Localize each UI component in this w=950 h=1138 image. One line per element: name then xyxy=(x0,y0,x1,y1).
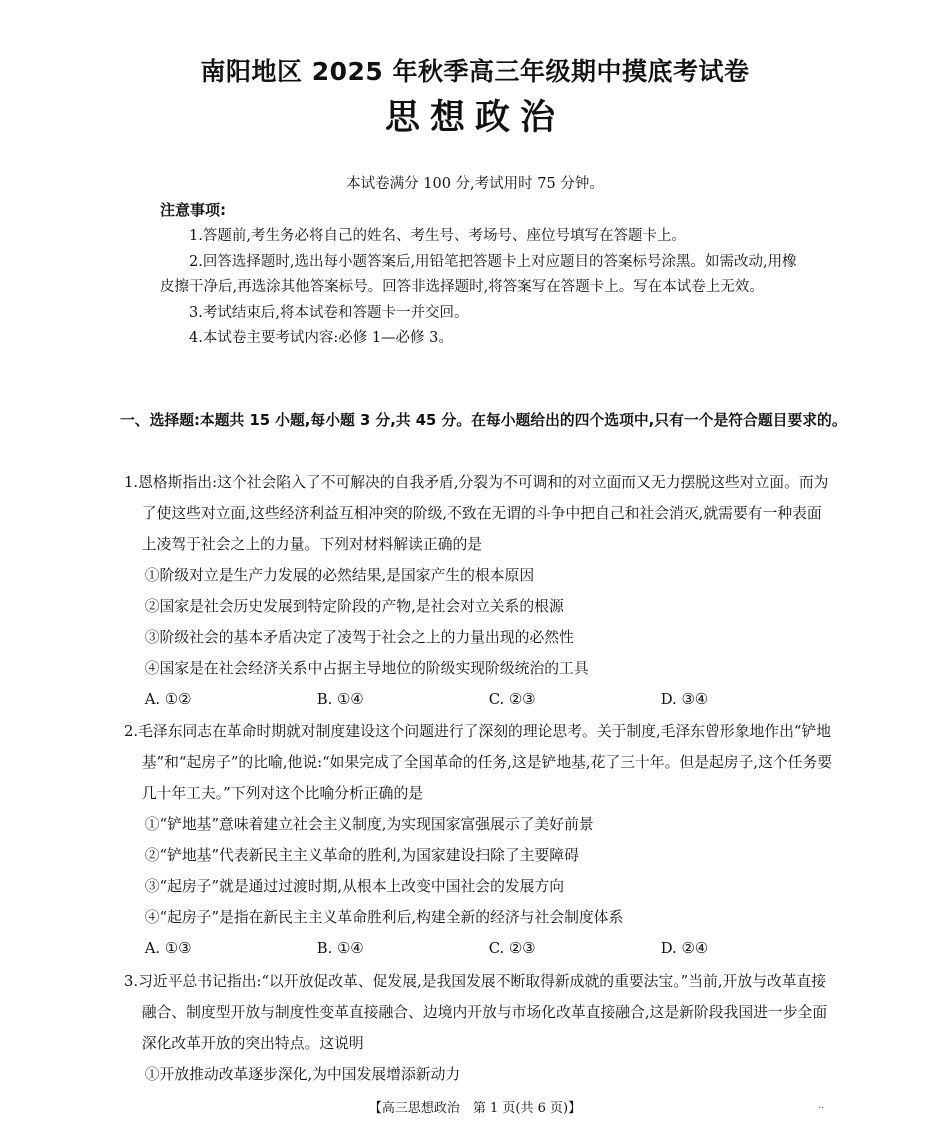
question-option: ①“铲地基”意味着建立社会主义制度,为实现国家富强展示了美好前景 xyxy=(144,816,594,833)
corner-mark: .. xyxy=(818,1100,825,1111)
question-option: ②国家是社会历史发展到特定阶段的产物,是社会对立关系的根源 xyxy=(144,598,564,615)
section-heading: 一、选择题:本题共 15 小题,每小题 3 分,共 45 分。在每小题给出的四个选项中,只有一个是符合题目要求的。 xyxy=(120,412,847,429)
note-item: 1.答题前,考生务必将自己的姓名、考生号、考场号、座位号填写在答题卡上。 xyxy=(189,228,686,244)
notes-heading: 注意事项: xyxy=(160,201,226,219)
page-footer: 【高三思想政治 第 1 页(共 6 页)】 xyxy=(368,1101,582,1116)
choice-d: D. ②④ xyxy=(660,940,708,957)
question-option: ③“起房子”就是通过过渡时期,从根本上改变中国社会的发展方向 xyxy=(144,878,565,895)
note-item: 2.回答选择题时,选出每小题答案后,用铅笔把答题卡上对应题目的答案标号涂黑。如需改动,用橡皮擦干净后,再选涂其他答案标号。回答非选择题时,将答案写在答题卡上。写在本试卷上无效。 xyxy=(160,253,797,295)
subject-title: 思想政治 xyxy=(384,98,565,138)
question-option: ①开放推动改革逐步深化,为中国发展增添新动力 xyxy=(144,1066,461,1083)
question-stem: 1.恩格斯指出:这个社会陷入了不可解决的自我矛盾,分裂为不可调和的对立面而又无力摆脱这些对立面。而为了使这些对立面,这些经济利益互相冲突的阶级,不致在无谓的斗争中把自己和社会消灭,就需要有一种表面上凌驾于社会之上的力量。下列对材料解读正确的是 xyxy=(124,474,829,553)
question-2 xyxy=(124,716,834,964)
note-item: 4.本试卷主要考试内容:必修 1—必修 3。 xyxy=(189,330,453,346)
score-info: 本试卷满分 100 分,考试用时 75 分钟。 xyxy=(346,176,604,192)
choice-a: A. ①② xyxy=(144,691,192,708)
question-1 xyxy=(124,467,834,715)
question-option: ④国家是在社会经济关系中占据主导地位的阶级实现阶级统治的工具 xyxy=(144,660,589,677)
question-stem: 2.毛泽东同志在革命时期就对制度建设这个问题进行了深刻的理论思考。关于制度,毛泽东曾形象地作出“铲地基”和“起房子”的比喻,他说:“如果完成了全国革命的任务,这是铲地基,花了三十年。但是起房子,这个任务要几十年工夫。”下列对这个比喻分析正确的是 xyxy=(124,723,833,802)
note-item: 3.考试结束后,将本试卷和答题卡一并交回。 xyxy=(189,304,469,321)
answer-choices xyxy=(124,933,834,964)
choice-c: C. ②③ xyxy=(488,691,536,708)
choice-b: B. ①④ xyxy=(316,691,364,708)
question-option: ①阶级对立是生产力发展的必然结果,是国家产生的根本原因 xyxy=(144,567,535,584)
question-option: ③阶级社会的基本矛盾决定了凌驾于社会之上的力量出现的必然性 xyxy=(144,629,574,646)
exam-title: 南阳地区 2025 年秋季高三年级期中摸底考试卷 xyxy=(200,57,750,86)
question-3 xyxy=(124,966,834,1090)
notes-list xyxy=(160,224,800,352)
question-option: ②“铲地基”代表新民主主义革命的胜利,为国家建设扫除了主要障碍 xyxy=(144,847,579,864)
choice-a: A. ①③ xyxy=(144,940,192,957)
choice-c: C. ②③ xyxy=(488,940,536,957)
answer-choices xyxy=(124,684,834,715)
choice-d: D. ③④ xyxy=(660,691,708,708)
question-option: ④“起房子”是指在新民主主义革命胜利后,构建全新的经济与社会制度体系 xyxy=(144,909,624,926)
question-stem: 3.习近平总书记指出:“以开放促改革、促发展,是我国发展不断取得新成就的重要法宝。”当前,开放与改革直接融合、制度型开放与制度性变革直接融合、边境内开放与市场化改革直接融合,这是新阶段我国进一步全面深化改革开放的突出特点。这说明 xyxy=(124,973,828,1052)
choice-b: B. ①④ xyxy=(316,940,364,957)
